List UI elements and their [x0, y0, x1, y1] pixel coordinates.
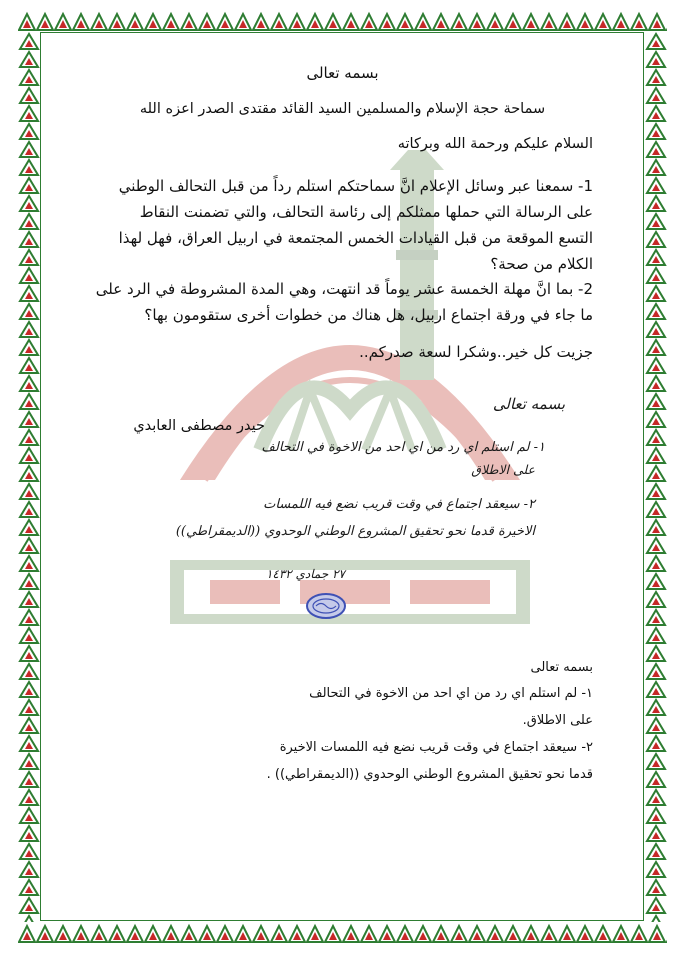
typed-reply-line: ٢- سيعقد اجتماع في وقت قريب نضع فيه اللمسات الاخيرة — [279, 740, 593, 755]
question-1-line: على الرسالة التي حملها ممثلكم إلى رئاسة التحالف، والتي تضمنت النقاط — [139, 203, 593, 221]
sender-name: حيدر مصطفى العابدي — [133, 418, 265, 434]
typed-reply-line: قدما نحو تحقيق المشروع الوطني الوحدوي ((الديمقراطي)) . — [266, 767, 593, 782]
handwritten-reply-line: على الاطلاق — [471, 462, 535, 477]
question-1-line: الكلام من صحة؟ — [490, 255, 593, 273]
handwritten-reply-line: ٢- سيعقد اجتماع في وقت قريب نضع فيه اللمسات — [263, 497, 535, 512]
handwritten-reply-line: ١- لم استلم اي رد من اي احد من الاخوة في التحالف — [261, 440, 545, 455]
border-pattern-icon — [18, 10, 667, 32]
letter-heading: بسمه تعالى — [306, 64, 379, 82]
question-1-line: 1- سمعنا عبر وسائل الإعلام انَّ سماحتكم استلم رداً من قبل التحالف الوطني — [118, 177, 593, 195]
letter-closing: جزيت كل خير..وشكرا لسعة صدركم.. — [359, 343, 593, 361]
typed-reply-line: ١- لم استلم اي رد من اي احد من الاخوة في التحالف — [309, 686, 593, 701]
mosque-dome-logo-icon — [150, 150, 550, 670]
ornamental-border-top — [18, 10, 667, 32]
question-2-line: 2- بما انَّ مهلة الخمسة عشر يوماً قد انتهت، وهي المدة المشروطة في الرد على — [95, 280, 593, 298]
ornamental-border-right — [645, 32, 667, 922]
handwritten-date: ٢٧ جمادي ١٤٣٢ — [265, 567, 345, 581]
typed-reply-line: على الاطلاق. — [522, 713, 593, 728]
ornamental-border-left — [18, 32, 40, 922]
letter-greeting: السلام عليكم ورحمة الله وبركاته — [397, 136, 593, 152]
ornamental-border-bottom — [18, 922, 667, 944]
question-1-line: التسع الموقعة من قبل القيادات الخمس المجتمعة في اربيل العراق، فهل لهذا — [118, 229, 593, 247]
typed-reply-heading: بسمه تعالى — [530, 660, 593, 675]
letter-addressee: سماحة حجة الإسلام والمسلمين السيد القائد مقتدى الصدر اعزه الله — [139, 101, 546, 117]
border-pattern-icon — [18, 32, 40, 922]
border-pattern-icon — [18, 922, 667, 944]
question-2-line: ما جاء في ورقة اجتماع اربيل، هل هناك من خطوات أخرى ستقومون بها؟ — [144, 306, 593, 324]
handwritten-reply-heading: بسمه تعالى — [492, 395, 565, 413]
handwritten-reply-line: الاخيرة قدما نحو تحقيق المشروع الوطني الوحدوي ((الديمقراطي)) — [175, 524, 535, 539]
round-signature-seal-icon — [306, 593, 346, 619]
border-pattern-icon — [645, 32, 667, 922]
